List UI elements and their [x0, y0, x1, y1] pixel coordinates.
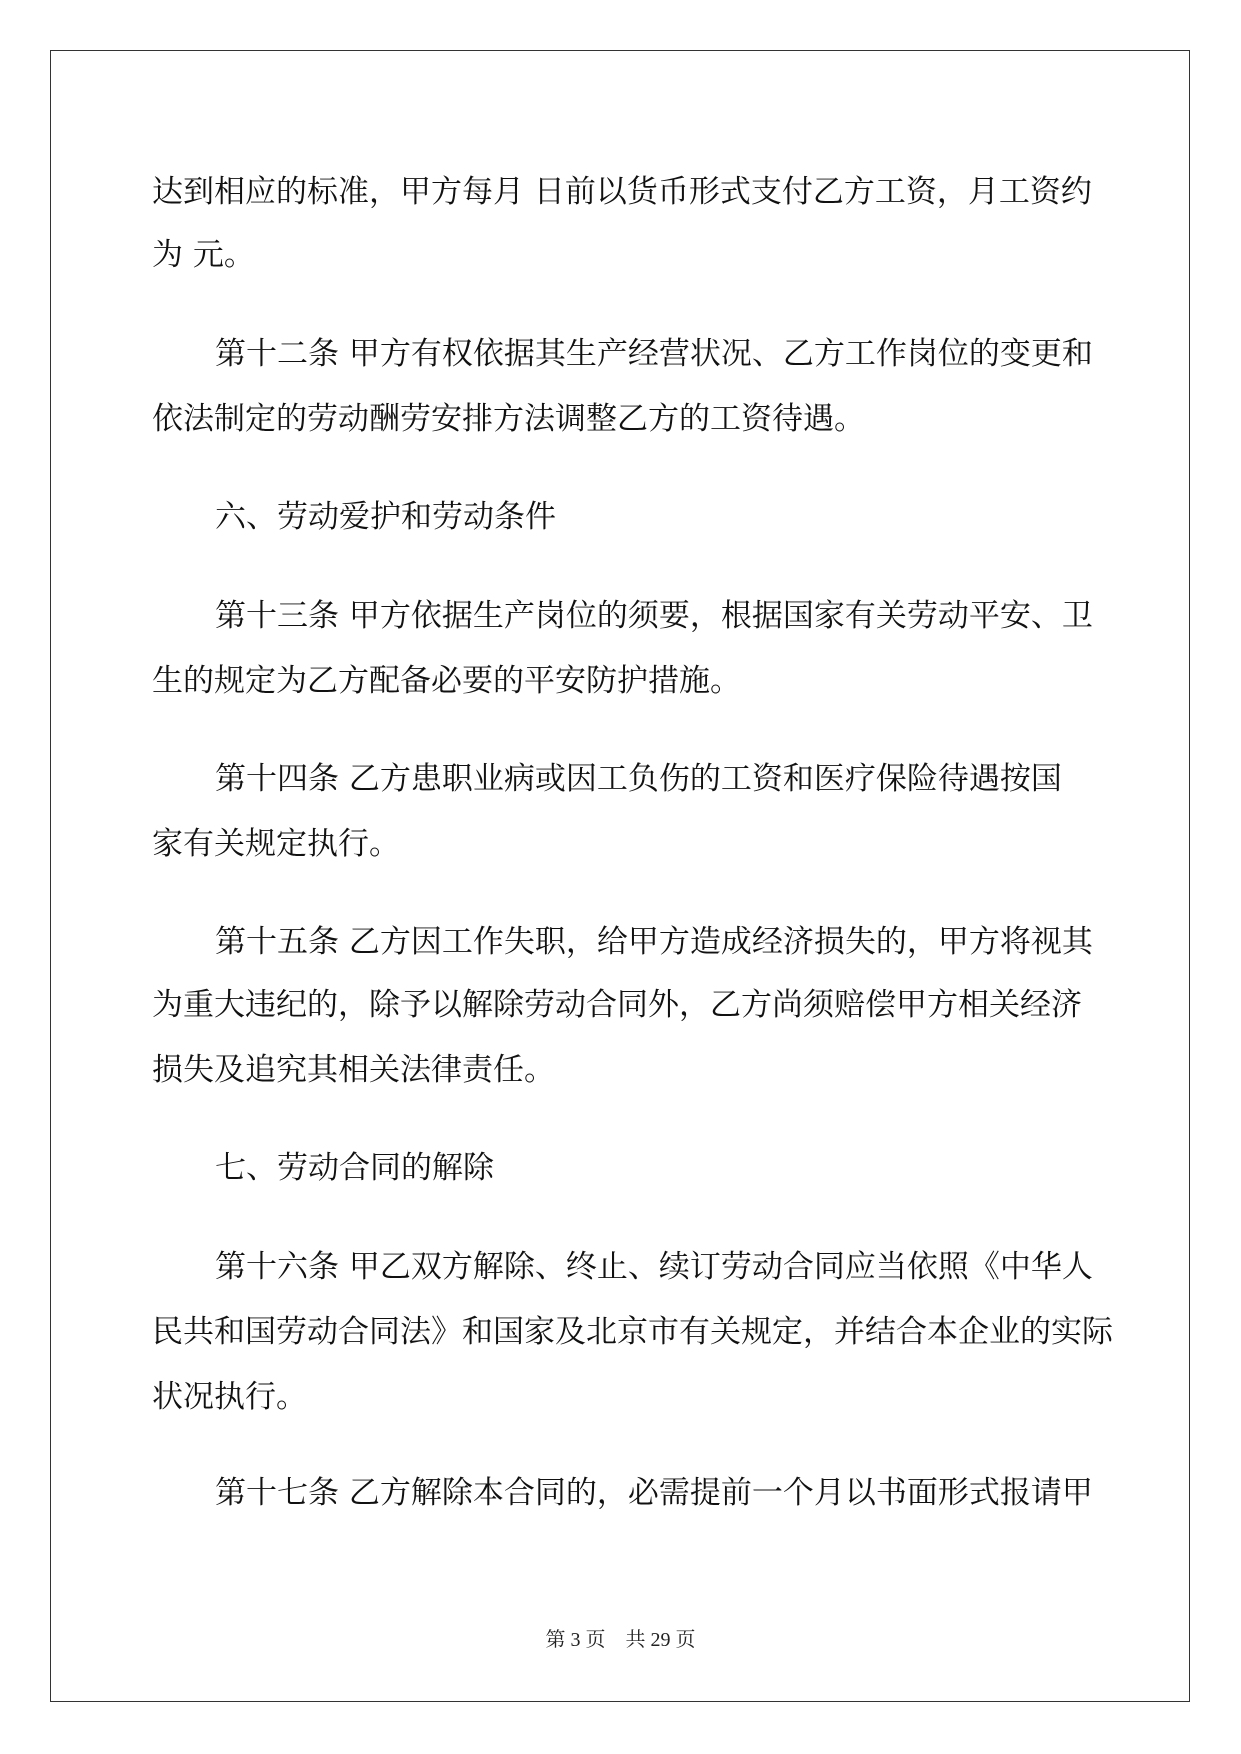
section-heading: 七、劳动合同的解除	[215, 1150, 494, 1186]
page-border	[50, 50, 1190, 1702]
text-line: 达到相应的标准，甲方每月 日前以货币形式支付乙方工资，月工资约	[152, 174, 1092, 210]
text-line: 依法制定的劳动酬劳安排方法调整乙方的工资待遇。	[152, 401, 865, 437]
text-line: 为 元。	[152, 237, 255, 273]
article-15-line: 第十五条 乙方因工作失职，给甲方造成经济损失的，甲方将视其	[215, 924, 1093, 960]
page-number: 第 3 页 共 29 页	[545, 1629, 696, 1651]
article-13-line: 第十三条 甲方依据生产岗位的须要，根据国家有关劳动平安、卫	[215, 598, 1093, 634]
text-line: 状况执行。	[152, 1379, 307, 1415]
section-heading: 六、劳动爱护和劳动条件	[215, 499, 556, 535]
article-12-line: 第十二条 甲方有权依据其生产经营状况、乙方工作岗位的变更和	[215, 336, 1093, 372]
text-line: 民共和国劳动合同法》和国家及北京市有关规定，并结合本企业的实际	[152, 1314, 1113, 1350]
text-line: 为重大违纪的，除予以解除劳动合同外，乙方尚须赔偿甲方相关经济	[152, 987, 1082, 1023]
text-line: 损失及追究其相关法律责任。	[152, 1052, 555, 1088]
text-line: 家有关规定执行。	[152, 826, 400, 862]
article-16-line: 第十六条 甲乙双方解除、终止、续订劳动合同应当依照《中华人	[215, 1249, 1093, 1285]
article-17-line: 第十七条 乙方解除本合同的，必需提前一个月以书面形式报请甲	[215, 1475, 1093, 1511]
article-14-line: 第十四条 乙方患职业病或因工负伤的工资和医疗保险待遇按国	[215, 761, 1062, 797]
text-line: 生的规定为乙方配备必要的平安防护措施。	[152, 663, 741, 699]
